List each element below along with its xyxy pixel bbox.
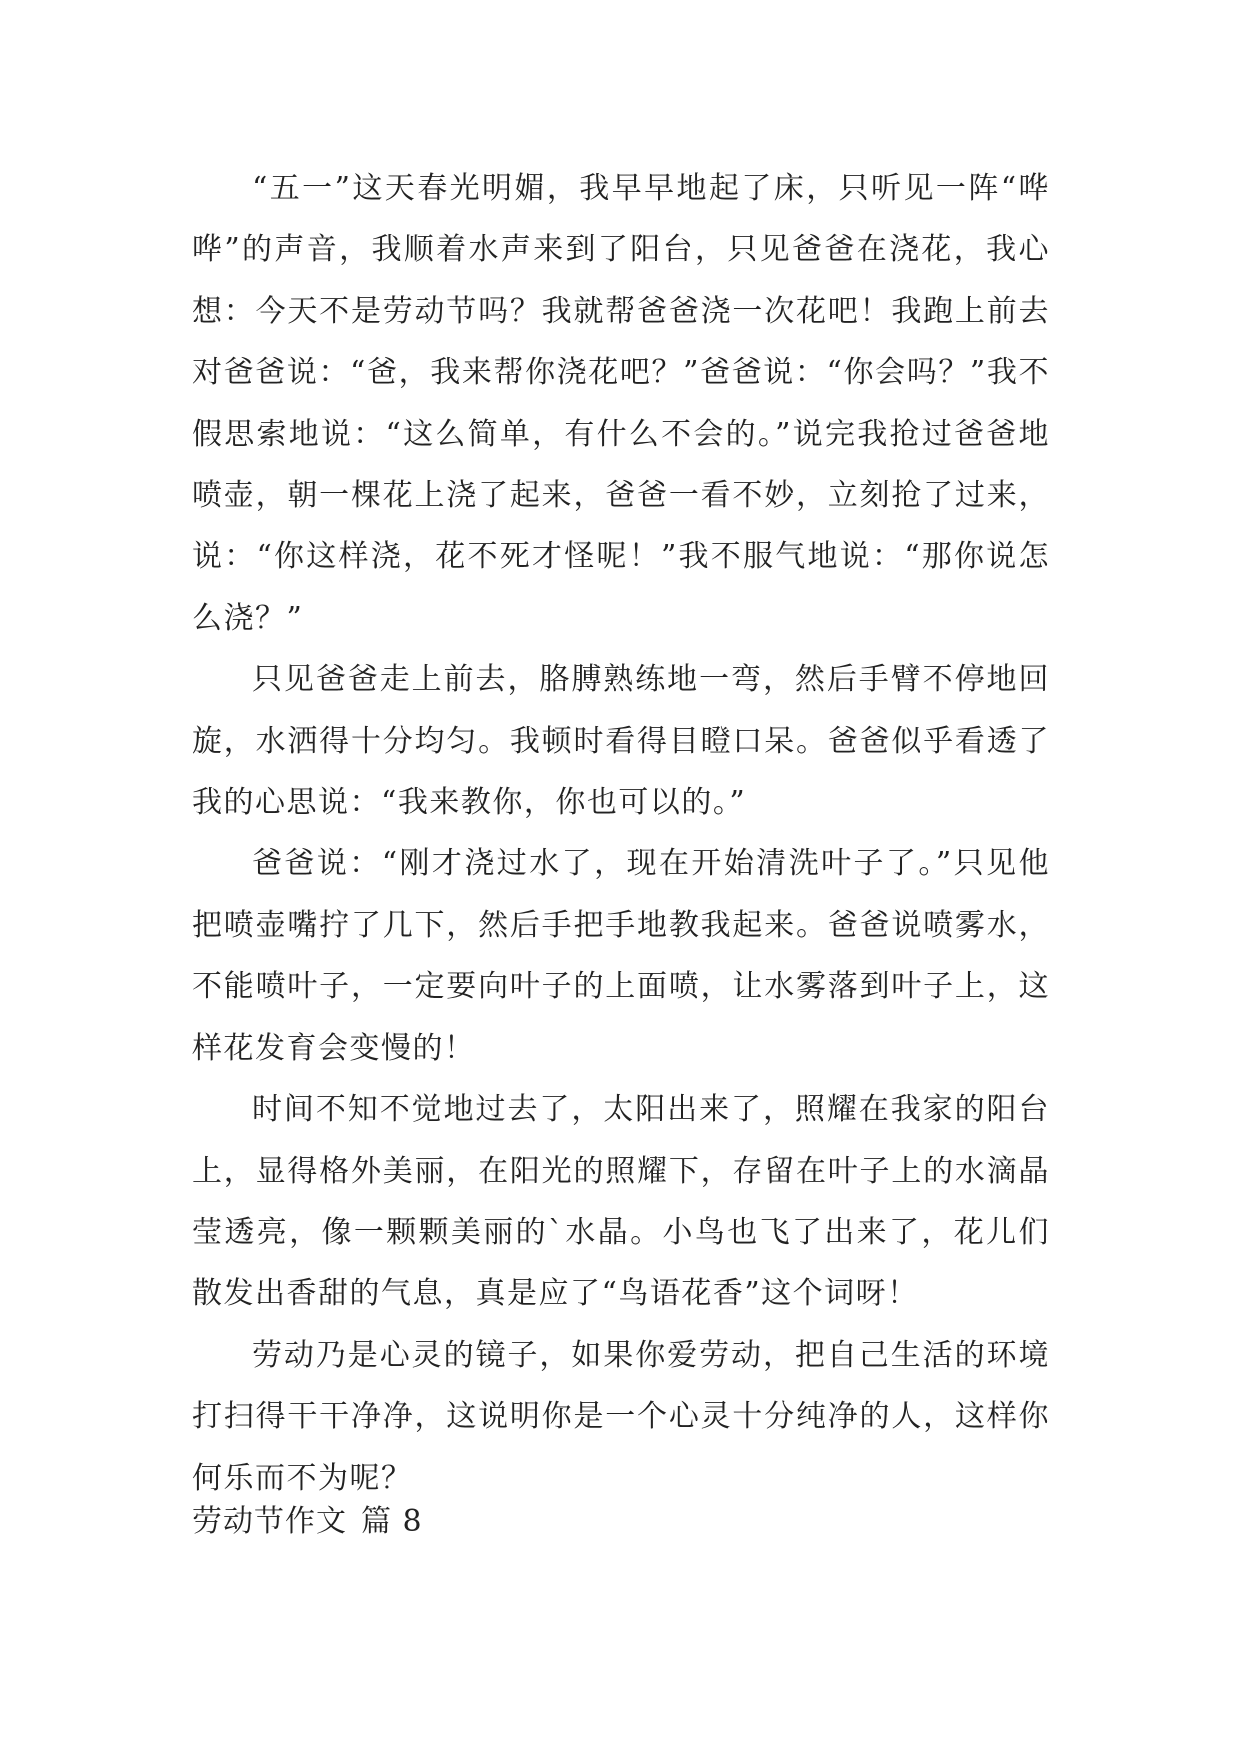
paragraph: 爸爸说：“刚才浇过水了，现在开始清洗叶子了。”只见他把喷壶嘴拧了几下，然后手把手地教我起来。爸爸说喷雾水，不能喷叶子，一定要向叶子的上面喷，让水雾落到叶子上，这样花发育会变慢的！ [192,846,1050,1066]
paragraph: “五一”这天春光明媚，我早早地起了床，只听见一阵“哗哗”的声音，我顺着水声来到了阳台，只见爸爸在浇花，我心想：今天不是劳动节吗？我就帮爸爸浇一次花吧！我跑上前去对爸爸说：“爸，我来帮你浇花吧？”爸爸说：“你会吗？”我不假思索地说：“这么简单，有什么不会的。”说完我抢过爸爸地喷壶，朝一棵花上浇了起来，爸爸一看不妙，立刻抢了过来，说：“你这样浇，花不死才怪呢！”我不服气地说：“那你说怎么浇？” [192,171,1050,636]
paragraph: 劳动乃是心灵的镜子，如果你爱劳动，把自己生活的环境打扫得干干净净，这说明你是一个心灵十分纯净的人，这样你何乐而不为呢？ [192,1337,1050,1496]
paragraph: 时间不知不觉地过去了，太阳出来了，照耀在我家的阳台上，显得格外美丽，在阳光的照耀下，存留在叶子上的水滴晶莹透亮，像一颗颗美丽的`水晶。小鸟也飞了出来了，花儿们散发出香甜的气息，真是应了“鸟语花香”这个词呀！ [192,1092,1050,1312]
section-title: 劳动节作文 [192,1504,347,1539]
section-heading [192,1500,423,1544]
section-number: 篇 8 [361,1504,423,1539]
essay-body [192,158,1050,1509]
paragraph: 只见爸爸走上前去，胳膊熟练地一弯，然后手臂不停地回旋，水洒得十分均匀。我顿时看得目瞪口呆。爸爸似乎看透了我的心思说：“我来教你，你也可以的。” [192,662,1050,821]
